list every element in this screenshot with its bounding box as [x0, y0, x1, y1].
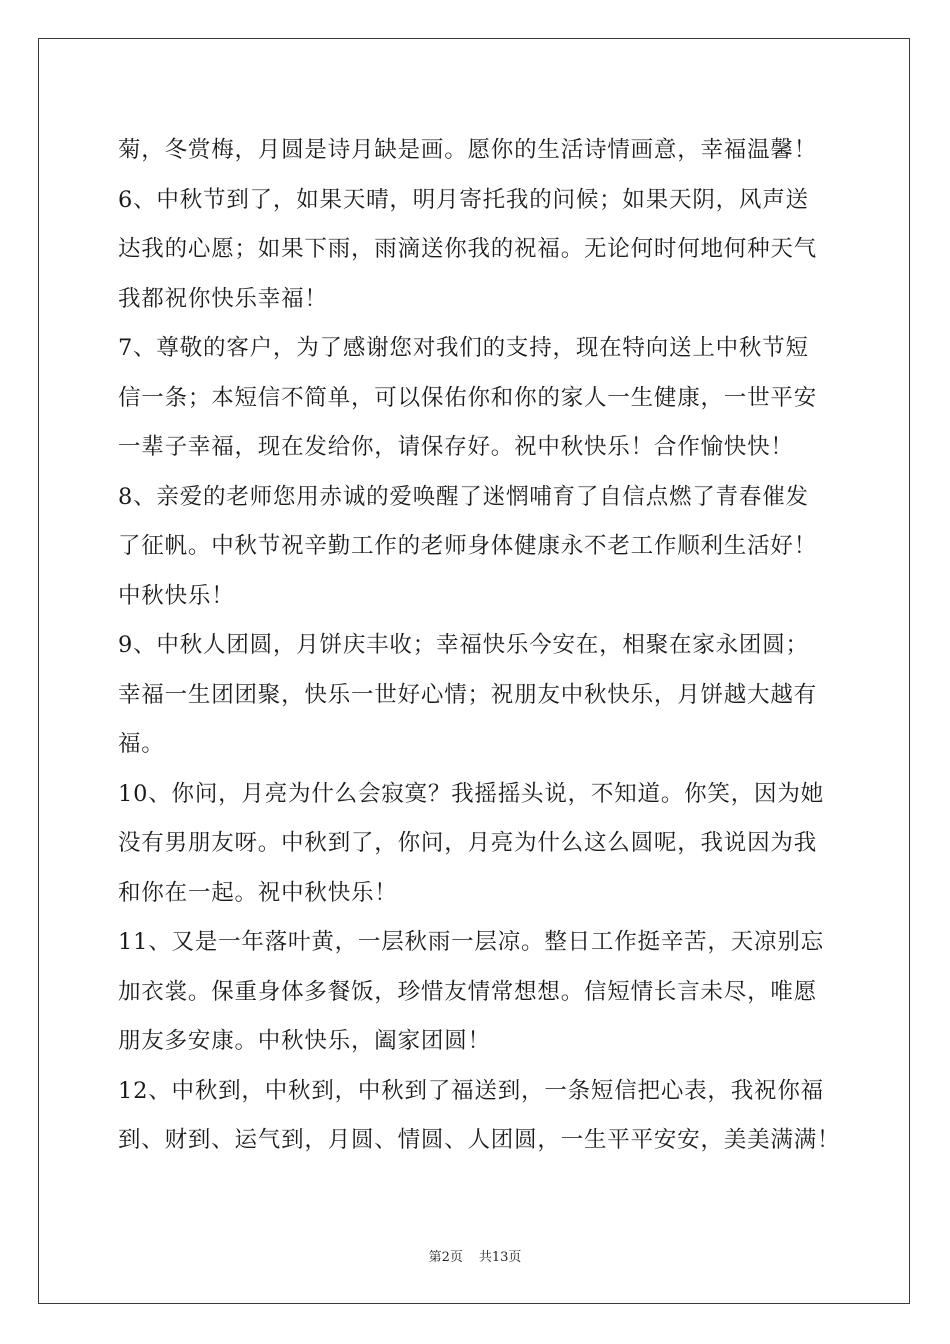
text-line: 福。	[118, 731, 165, 757]
text-line: 12、中秋到，中秋到，中秋到了福送到，一条短信把心表，我祝你福	[118, 1077, 824, 1104]
text-line: 到、财到、运气到，月圆、情圆、人团圆，一生平平安安，美美满满！	[118, 1127, 841, 1153]
text-line: 我都祝你快乐幸福！	[118, 285, 328, 312]
text-line: 9、中秋人团圆，月饼庆丰收；幸福快乐今安在，相聚在家永团圆；	[118, 632, 809, 658]
text-line: 信一条；本短信不简单，可以保佑你和你的家人一生健康，一世平安	[118, 384, 818, 411]
current-page-label: 第2页	[428, 1250, 463, 1265]
text-line: 6、中秋节到了，如果天晴，明月寄托我的问候；如果天阴，风声送	[118, 186, 809, 213]
text-line: 没有男朋友呀。中秋到了，你问，月亮为什么这么圆呢，我说因为我	[118, 830, 818, 856]
text-line: 8、亲爱的老师您用赤诚的爱唤醒了迷惘哺育了自信点燃了青春催发	[118, 483, 809, 510]
text-line: 7、尊敬的客户，为了感谢您对我们的支持，现在特向送上中秋节短	[118, 335, 809, 361]
text-line: 和你在一起。祝中秋快乐！	[118, 879, 398, 906]
text-line: 菊，冬赏梅，月圆是诗月缺是画。愿你的生活诗情画意，幸福温馨！	[118, 137, 818, 163]
text-line: 10、你问，月亮为什么会寂寞？我摇摇头说，不知道。你笑，因为她	[118, 780, 824, 807]
text-line: 朋友多安康。中秋快乐，阖家团圆！	[118, 1028, 491, 1054]
text-line: 幸福一生团团聚，快乐一世好心情；祝朋友中秋快乐，月饼越大越有	[118, 681, 818, 708]
total-pages-label: 共13页	[478, 1250, 522, 1265]
text-line: 了征帆。中秋节祝辛勤工作的老师身体健康永不老工作顺利生活好！	[118, 533, 818, 559]
text-line: 中秋快乐！	[118, 582, 235, 609]
text-line: 加衣裳。保重身体多餐饭，珍惜友情常想想。信短情长言未尽，唯愿	[118, 978, 818, 1005]
text-line: 达我的心愿；如果下雨，雨滴送你我的祝福。无论何时何地何种天气	[118, 236, 818, 262]
text-line: 一辈子幸福，现在发给你，请保存好。祝中秋快乐！合作愉快快！	[118, 434, 794, 460]
page-footer	[0, 1246, 950, 1265]
document-body	[118, 126, 841, 1166]
text-line: 11、又是一年落叶黄，一层秋雨一层凉。整日工作挺辛苦，天凉别忘	[118, 929, 824, 955]
